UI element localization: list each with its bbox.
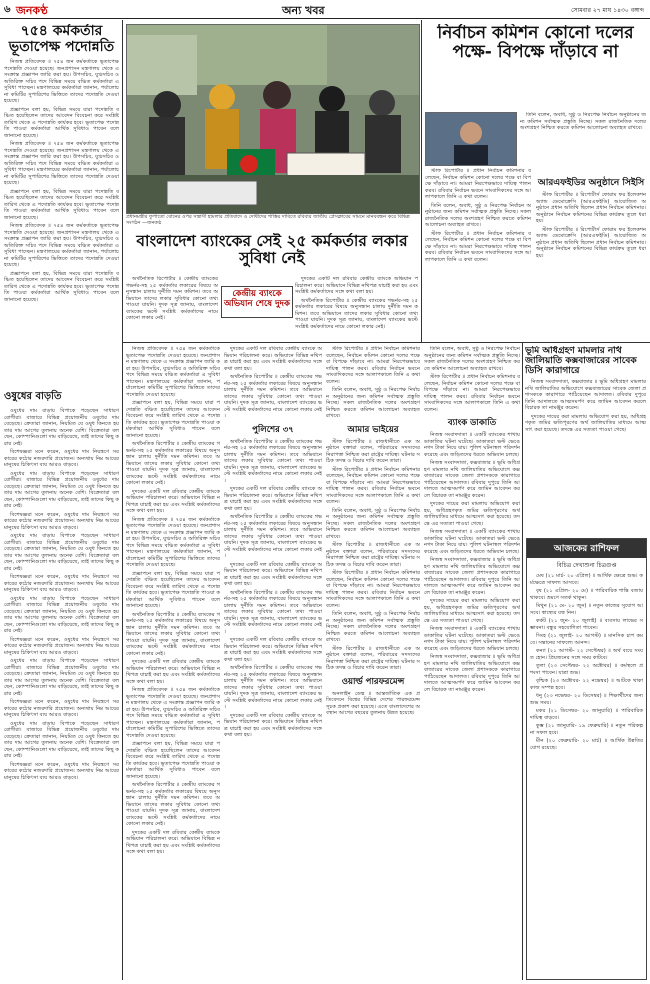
land-paragraph: দুদকের দায়ের করা মামলায় অভিযোগ করা হয়, অধিগ্রহণকৃত জমির ক্ষতিপূরণের অর্থ জালিয়াতির মাধ্যমে আত্মসাৎ করা হয়েছে। তদন্তে এর সত্যতা পাওয়া গেছে। [525,413,646,433]
horoscope-title: আজকের রাশিফল [527,539,646,558]
rfed-headline: আরএফইডির অনুষ্ঠানে সিইসি [537,178,645,188]
ec-paragraph: তিনি বলেন, অবাধ, সুষ্ঠু ও নিরপেক্ষ নির্বাচন অনুষ্ঠানের জন্য কমিশন সর্বাত্মক প্রস্তুতি নিচ্ছে। সকল রাজনৈতিক দলের অংশগ্রহণ নিশ্চিত করতে কমিশন আলোচনা অব্যাহত রাখবে। [326,507,420,540]
robbery-headline: ব্যাংক ডাকাতি [447,418,497,428]
ec-paragraph: তিনি বলেন, অবাধ, সুষ্ঠু ও নিরপেক্ষ নির্বাচন অনুষ্ঠানের জন্য কমিশন সর্বাত্মক প্রস্তুতি নিচ্ছে। সকল রাজনৈতিক দলের অংশগ্রহণ নিশ্চিত করতে কমিশন আলোচনা অব্যাহত রাখবে। [424,346,520,372]
bank-paragraph: অর্থনৈতিক রিপোর্টার ॥ কেন্দ্রীয় ব্যাংকের গভর্নর-সহ ২৫ কর্মকর্তার লকারের বিষয়ে অনুসন্ধান চালায় দুর্নীতি দমন কমিশন। তবে অভিযানে তাদের লকার সুবিধার কোনো তথ্য পাওয়া যায়নি। দুদক সূত্র জানায়, বাংলাদেশ ব্যাংকের ভল্টে সংশ্লিষ্ট কর্মকর্তাদের নামে কোনো লকার নেই। [126,611,220,657]
officials-paragraph: প্রজ্ঞাপনে বলা হয়, বিভিন্ন সময়ে যারা পদোন্নতি বঞ্চিত হয়েছিলেন তাদের আবেদন বিবেচনা করে সংশ্লিষ্ট তারিখ থেকে এ পদোন্নতি কার্যকর হবে। ভূতাপেক্ষ পদোন্নতি পাওয়া কর্মকর্তারা আর্থিক সুবিধাও পাবেন বলে জানানো হয়েছে। [4,106,119,139]
bank-box-label: কেন্দ্রীয় ব্যাংকে অভিযান শেষে দুদক [224,289,290,309]
medicine-paragraph: বিশেষজ্ঞরা মনে করেন, ওষুধের দাম নিয়ন্ত্রণে সরকারের কঠোর নজরদারি প্রয়োজন। অন্যথায় নিম্ন আয়ের মানুষের চিকিৎসা ব্যয় আরও বাড়বে। [4,636,119,656]
horoscope-subtitle: বিচিত্র দেখাশুনা চিত্রগুপ্ত [556,562,617,569]
bank-box [221,286,293,318]
land-story [525,346,646,534]
bank-paragraph: অর্থনৈতিক রিপোর্টার ॥ কেন্দ্রীয় ব্যাংকের গভর্নর-সহ ২৫ কর্মকর্তার লকারের বিষয়ে অনুসন্ধান চালায় দুর্নীতি দমন কমিশন। তবে অভিযানে তাদের লকার সুবিধার কোনো তথ্য পাওয়া যায়নি। দুদক সূত্র জানায়, বাংলাদেশ ব্যাংকের ভল্টে সংশ্লিষ্ট কর্মকর্তাদের নামে কোনো লকার নেই। [224,374,322,419]
officials-paragraph: প্রজ্ঞাপনে বলা হয়, বিভিন্ন সময়ে যারা পদোন্নতি বঞ্চিত হয়েছিলেন তাদের আবেদন বিবেচনা করে সংশ্লিষ্ট তারিখ থেকে এ পদোন্নতি কার্যকর হবে। ভূতাপেক্ষ পদোন্নতি পাওয়া কর্মকর্তারা আর্থিক সুবিধাও পাবেন বলে জানানো হয়েছে। [4,188,119,221]
lower-column-1 [126,346,220,980]
officials-paragraph: প্রজ্ঞাপনে বলা হয়, বিভিন্ন সময়ে যারা পদোন্নতি বঞ্চিত হয়েছিলেন তাদের আবেদন বিবেচনা করে সংশ্লিষ্ট তারিখ থেকে এ পদোন্নতি কার্যকর হবে। ভূতাপেক্ষ পদোন্নতি পাওয়া কর্মকর্তারা আর্থিক সুবিধাও পাবেন বলে জানানো হয়েছে। [126,741,220,780]
bank-headline-block [126,233,418,273]
medicine-paragraph: ওষুধের দাম বাড়ায় বিপাকে পড়েছেন সাধারণ রোগীরা। বাজারে বিভিন্ন প্রয়োজনীয় ওষুধের দাম বেড়েছে। ক্রেতারা জানান, নিয়মিত যে ওষুধ কিনতে হয় তার দাম আগের তুলনায় অনেক বেশি। বিক্রেতারা বলছেন, কোম্পানিগুলো দাম বাড়িয়েছে, তাই তাদের কিছু করার নেই। [4,408,119,447]
bank-paragraph: অর্থনৈতিক রিপোর্টার ॥ কেন্দ্রীয় ব্যাংকের গভর্নর-সহ ২৫ কর্মকর্তার লকারের বিষয়ে অনুসন্ধান চালায় দুর্নীতি দমন কমিশন। তবে অভিযানে তাদের লকার সুবিধার কোনো তথ্য পাওয়া যায়নি। দুদক সূত্র জানায়, বাংলাদেশ ব্যাংকের ভল্টে সংশ্লিষ্ট কর্মকর্তাদের নামে কোনো লকার নেই। [224,665,322,710]
robbery-paragraph: নিজস্ব সংবাদদাতা ॥ একটি ব্যাংকের শাখায় ডাকাতির ঘটনা ঘটেছে। ডাকাতরা ভল্ট ভেঙে নগদ টাকা নিয়ে যায়। পুলিশ ঘটনাস্থল পরিদর্শন করেছে এবং জড়িতদের ধরতে অভিযান চলছে। [424,626,520,652]
bank-paragraph: অর্থনৈতিক রিপোর্টার ॥ কেন্দ্রীয় ব্যাংকের গভর্নর-সহ ২৫ কর্মকর্তার লকারের বিষয়ে অনুসন্ধান চালায় দুর্নীতি দমন কমিশন। তবে অভিযানে তাদের লকার সুবিধার কোনো তথ্য পাওয়া যায়নি। দুদক সূত্র জানায়, বাংলাদেশ ব্যাংকের ভল্টে সংশ্লিষ্ট কর্মকর্তাদের নামে কোনো লকার নেই। [224,514,322,559]
mother-paragraph: স্টাফ রিপোর্টার ॥ রাজধানীতে এক অনুষ্ঠানে বক্তারা বলেন, পরিবারের সদস্যদের নিরাপত্তা নিশ্চিত করা রাষ্ট্রের দায়িত্ব। ঘটনার সঠিক তদন্ত ও বিচার দাবি করেন তারা। [326,438,420,464]
officials-paragraph: প্রজ্ঞাপনে বলা হয়, বিভিন্ন সময়ে যারা পদোন্নতি বঞ্চিত হয়েছিলেন তাদের আবেদন বিবেচনা করে সংশ্লিষ্ট তারিখ থেকে এ পদোন্নতি কার্যকর হবে। ভূতাপেক্ষ পদোন্নতি পাওয়া কর্মকর্তারা আর্থিক সুবিধাও পাবেন বলে জানানো হয়েছে। [126,400,220,439]
horoscope-item: সিংহ (২১ জুলাই- ২০ আগস্ট) ॥ মানসিক চাপ কমবে। সন্তানের সাফল্যে আনন্দ। [530,633,643,646]
officials-paragraph: নিজস্ব প্রতিবেদক ॥ ৭৫৪ জন কর্মকর্তাকে ভূতাপেক্ষ পদোন্নতি দেওয়া হয়েছে। জনপ্রশাসন মন্ত্রণালয় থেকে এ সংক্রান্ত প্রজ্ঞাপন জারি করা হয়। উপসচিব, যুগ্মসচিব ও অতিরিক্ত সচিব পদে বিভিন্ন সময়ে বঞ্চিত কর্মকর্তারা এ সুবিধা পাচ্ছেন। মন্ত্রণালয়ের কর্মকর্তারা জানান, পর্যালোচনা কমিটির সুপারিশের ভিত্তিতে তাদের পদোন্নতি দেওয়া হয়েছে। [4,223,119,269]
bank-paragraph: অর্থনৈতিক রিপোর্টার ॥ কেন্দ্রীয় ব্যাংকের গভর্নর-সহ ২৫ কর্মকর্তার লকারের বিষয়ে অনুসন্ধান চালায় দুর্নীতি দমন কমিশন। তবে অভিযানে তাদের লকার সুবিধার কোনো তথ্য পাওয়া যায়নি। দুদক সূত্র জানায়, বাংলাদেশ ব্যাংকের ভল্টে সংশ্লিষ্ট কর্মকর্তাদের নামে কোনো লকার নেই। [224,438,322,484]
bank-paragraph: অর্থনৈতিক রিপোর্টার ॥ কেন্দ্রীয় ব্যাংকের গভর্নর-সহ ২৫ কর্মকর্তার লকারের বিষয়ে অনুসন্ধান চালায় দুর্নীতি দমন কমিশন। তবে অভিযানে তাদের লকার সুবিধার কোনো তথ্য পাওয়া যায়নি। দুদক সূত্র জানায়, বাংলাদেশ ব্যাংকের ভল্টে সংশ্লিষ্ট কর্মকর্তাদের নামে কোনো লকার নেই। [126,782,220,827]
officials-paragraph: প্রজ্ঞাপনে বলা হয়, বিভিন্ন সময়ে যারা পদোন্নতি বঞ্চিত হয়েছিলেন তাদের আবেদন বিবেচনা করে সংশ্লিষ্ট তারিখ থেকে এ পদোন্নতি কার্যকর হবে। ভূতাপেক্ষ পদোন্নতি পাওয়া কর্মকর্তারা আর্থিক সুবিধাও পাবেন বলে জানানো হয়েছে। [126,570,220,609]
horoscope-item: বৃশ্চিক (২৩ অক্টোবর- ২২ নভেম্বর) ॥ আটকে থাকা কাজ সম্পন্ন হবে। [530,678,643,691]
mother-headline: আমার ভাইয়ের [347,424,399,435]
ec-body-right [520,112,646,168]
land-paragraph: দুদকের দায়ের করা মামলায় অভিযোগ করা হয়, অধিগ্রহণকৃত জমির ক্ষতিপূরণের অর্থ জালিয়াতির মাধ্যমে আত্মসাৎ করা হয়েছে। তদন্তে এর সত্যতা পাওয়া গেছে। [424,501,520,527]
cec-photo-graphic [426,113,516,165]
horoscope-item: কর্কট (২১ জুন- ২০ জুলাই) ॥ ব্যবসায় লাভের সম্ভাবনা। বন্ধুর সহযোগিতা পাবেন। [530,618,643,631]
bank-paragraph: অর্থনৈতিক রিপোর্টার ॥ কেন্দ্রীয় ব্যাংকের গভর্নর-সহ ২৫ কর্মকর্তার লকারের বিষয়ে অনুসন্ধান চালায় দুর্নীতি দমন কমিশন। তবে অভিযানে তাদের লকার সুবিধার কোনো তথ্য পাওয়া যায়নি। দুদক সূত্র জানায়, বাংলাদেশ ব্যাংকের ভল্টে সংশ্লিষ্ট কর্মকর্তাদের নামে কোনো লকার নেই। [295,297,418,330]
ec-paragraph: স্টাফ রিপোর্টার ॥ প্রধান নির্বাচন কমিশনার বলেছেন, নির্বাচন কমিশন কোনো দলের পক্ষে বা বিপক্ষে দাঁড়াবে না। আমরা নিরপেক্ষভাবে দায়িত্ব পালন করব। রবিবার নির্বাচন ভবনে সাংবাদিকদের সঙ্গে আলাপকালে তিনি এ কথা বলেন। [424,374,520,413]
rfed-paragraph: স্টাফ রিপোর্টার ॥ রিপোর্টার্স ফোরাম ফর ইলেকশন অ্যান্ড ডেমোক্রেসি (আরএফইডি) আয়োজিত অনুষ্ঠানে প্রধান অতিথি ছিলেন প্রধান নির্বাচন কমিশনার। অনুষ্ঠানে নির্বাচন কমিশনের বিভিন্ন কার্যক্রম তুলে ধরা হয়। [536,192,646,224]
ec-paragraph: তিনি বলেন, অবাধ, সুষ্ঠু ও নিরপেক্ষ নির্বাচন অনুষ্ঠানের জন্য কমিশন সর্বাত্মক প্রস্তুতি নিচ্ছে। সকল রাজনৈতিক দলের অংশগ্রহণ নিশ্চিত করতে কমিশন আলোচনা অব্যাহত রাখবে। [326,387,420,419]
medicine-paragraph: বিশেষজ্ঞরা মনে করেন, ওষুধের দাম নিয়ন্ত্রণে সরকারের কঠোর নজরদারি প্রয়োজন। অন্যথায় নিম্ন আয়ের মানুষের চিকিৎসা ব্যয় আরও বাড়বে। [4,511,119,531]
ec-body-left [425,168,531,340]
officials-headline: ৭৫৪ কর্মকর্তার ভূতাপেক্ষ পদোন্নতি [8,24,115,55]
land-paragraph: নিজস্ব সংবাদদাতা, কক্সবাজার ॥ ভূমি অধিগ্রহণ মামলার নথি জালিয়াতির অভিযোগে কক্সবাজারের সাবেক জেলা প্রশাসককে কারাগারে পাঠিয়েছেন আদালত। রবিবার দুপুরে তিনি আদালতে আত্মসমর্পণ করে জামিন আবেদন করলে বিচারক তা নামঞ্জুর করেন। [424,654,520,693]
horoscope-box [526,538,647,980]
officials-paragraph: নিজস্ব প্রতিবেদক ॥ ৭৫৪ জন কর্মকর্তাকে ভূতাপেক্ষ পদোন্নতি দেওয়া হয়েছে। জনপ্রশাসন মন্ত্রণালয় থেকে এ সংক্রান্ত প্রজ্ঞাপন জারি করা হয়। উপসচিব, যুগ্মসচিব ও অতিরিক্ত সচিব পদে বিভিন্ন সময়ে বঞ্চিত কর্মকর্তারা এ সুবিধা পাচ্ছেন। মন্ত্রণালয়ের কর্মকর্তারা জানান, পর্যালোচনা কমিটির সুপারিশের ভিত্তিতে তাদের পদোন্নতি দেওয়া হয়েছে। [4,141,119,187]
page-number: ৬ [4,4,11,15]
land-paragraph: দুদকের দায়ের করা মামলায় অভিযোগ করা হয়, অধিগ্রহণকৃত জমির ক্ষতিপূরণের অর্থ জালিয়াতির মাধ্যমে আত্মসাৎ করা হয়েছে। তদন্তে এর সত্যতা পাওয়া গেছে। [424,598,520,624]
ec-paragraph: স্টাফ রিপোর্টার ॥ প্রধান নির্বাচন কমিশনার বলেছেন, নির্বাচন কমিশন কোনো দলের পক্ষে বা বিপক্ষে দাঁড়াবে না। আমরা নিরপেক্ষভাবে দায়িত্ব পালন করব। রবিবার নির্বাচন ভবনে সাংবাদিকদের সঙ্গে আলাপকালে তিনি এ কথা বলেন। [326,346,420,385]
land-paragraph: নিজস্ব সংবাদদাতা, কক্সবাজার ॥ ভূমি অধিগ্রহণ মামলার নথি জালিয়াতির অভিযোগে কক্সবাজারের সাবেক জেলা প্রশাসককে কারাগারে পাঠিয়েছেন আদালত। রবিবার দুপুরে তিনি আদালতে আত্মসমর্পণ করে জামিন আবেদন করলে বিচারক তা নামঞ্জুর করেন। [525,379,646,412]
ec-paragraph: স্টাফ রিপোর্টার ॥ প্রধান নির্বাচন কমিশনার বলেছেন, নির্বাচন কমিশন কোনো দলের পক্ষে বা বিপক্ষে দাঁড়াবে না। আমরা নিরপেক্ষভাবে দায়িত্ব পালন করব। রবিবার নির্বাচন ভবনে সাংবাদিকদের সঙ্গে আলাপকালে তিনি এ কথা বলেন। [326,570,420,609]
horoscope-item: তুলা (২৩ সেপ্টেম্বর- ২২ অক্টোবর) ॥ কর্মস্থলে প্রশংসা পাবেন। যাত্রা শুভ। [530,663,643,676]
mother-paragraph: স্টাফ রিপোর্টার ॥ রাজধানীতে এক অনুষ্ঠানে বক্তারা বলেন, পরিবারের সদস্যদের নিরাপত্তা নিশ্চিত করা রাষ্ট্রের দায়িত্ব। ঘটনার সঠিক তদন্ত ও বিচার দাবি করেন তারা। [326,542,420,568]
bank-paragraph: দুদকের একটি দল রবিবার কেন্দ্রীয় ব্যাংকে অভিযান পরিচালনা করে। অভিযানে বিভিন্ন নথিপত্র যাচাই করা হয় এবং সংশ্লিষ্ট কর্মকর্তাদের সঙ্গে কথা বলা হয়। [224,712,322,738]
bank-paragraph: দুদকের একটি দল রবিবার কেন্দ্রীয় ব্যাংকে অভিযান পরিচালনা করে। অভিযানে বিভিন্ন নথিপত্র যাচাই করা হয় এবং সংশ্লিষ্ট কর্মকর্তাদের সঙ্গে কথা বলা হয়। [224,561,322,587]
medicine-paragraph: ওষুধের দাম বাড়ায় বিপাকে পড়েছেন সাধারণ রোগীরা। বাজারে বিভিন্ন প্রয়োজনীয় ওষুধের দাম বেড়েছে। ক্রেতারা জানান, নিয়মিত যে ওষুধ কিনতে হয় তার দাম আগের তুলনায় অনেক বেশি। বিক্রেতারা বলছেন, কোম্পানিগুলো দাম বাড়িয়েছে, তাই তাদের কিছু করার নেই। [4,658,119,697]
issue-date: সোমবার ২৭ মাঘ ১৪৩০ বঙ্গাব্দ [571,7,644,14]
officials-paragraph: নিজস্ব প্রতিবেদক ॥ ৭৫৪ জন কর্মকর্তাকে ভূতাপেক্ষ পদোন্নতি দেওয়া হয়েছে। জনপ্রশাসন মন্ত্রণালয় থেকে এ সংক্রান্ত প্রজ্ঞাপন জারি করা হয়। উপসচিব, যুগ্মসচিব ও অতিরিক্ত সচিব পদে বিভিন্ন সময়ে বঞ্চিত কর্মকর্তারা এ সুবিধা পাচ্ছেন। মন্ত্রণালয়ের কর্মকর্তারা জানান, পর্যালোচনা কমিটির সুপারিশের ভিত্তিতে তাদের পদোন্নতি দেওয়া হয়েছে। [126,516,220,568]
ec-paragraph: স্টাফ রিপোর্টার ॥ প্রধান নির্বাচন কমিশনার বলেছেন, নির্বাচন কমিশন কোনো দলের পক্ষে বা বিপক্ষে দাঁড়াবে না। আমরা নিরপেক্ষভাবে দায়িত্ব পালন করব। রবিবার নির্বাচন ভবনে সাংবাদিকদের সঙ্গে আলাপকালে তিনি এ কথা বলেন। [425,168,531,200]
bank-paragraph: দুদকের একটি দল রবিবার কেন্দ্রীয় ব্যাংকে অভিযান পরিচালনা করে। অভিযানে বিভিন্ন নথিপত্র যাচাই করা হয় এবং সংশ্লিষ্ট কর্মকর্তাদের সঙ্গে কথা বলা হয়। [126,488,220,514]
ec-paragraph: স্টাফ রিপোর্টার ॥ প্রধান নির্বাচন কমিশনার বলেছেন, নির্বাচন কমিশন কোনো দলের পক্ষে বা বিপক্ষে দাঁড়াবে না। আমরা নিরপেক্ষভাবে দায়িত্ব পালন করব। রবিবার নির্বাচন ভবনে সাংবাদিকদের সঙ্গে আলাপকালে তিনি এ কথা বলেন। [326,466,420,505]
medicine-paragraph: ওষুধের দাম বাড়ায় বিপাকে পড়েছেন সাধারণ রোগীরা। বাজারে বিভিন্ন প্রয়োজনীয় ওষুধের দাম বেড়েছে। ক্রেতারা জানান, নিয়মিত যে ওষুধ কিনতে হয় তার দাম আগের তুলনায় অনেক বেশি। বিক্রেতারা বলছেন, কোম্পানিগুলো দাম বাড়িয়েছে, তাই তাদের কিছু করার নেই। [4,595,119,634]
ec-paragraph: স্টাফ রিপোর্টার ॥ প্রধান নির্বাচন কমিশনার বলেছেন, নির্বাচন কমিশন কোনো দলের পক্ষে বা বিপক্ষে দাঁড়াবে না। আমরা নিরপেক্ষভাবে দায়িত্ব পালন করব। রবিবার নির্বাচন ভবনে সাংবাদিকদের সঙ্গে আলাপকালে তিনি এ কথা বলেন। [425,230,531,263]
bank-paragraph: দুদকের একটি দল রবিবার কেন্দ্রীয় ব্যাংকে অভিযান পরিচালনা করে। অভিযানে বিভিন্ন নথিপত্র যাচাই করা হয় এবং সংশ্লিষ্ট কর্মকর্তাদের সঙ্গে কথা বলা হয়। [295,276,418,295]
land-headline: ভূমি অধিগ্রহণ মামলার নথি জালিয়াতি কক্সবাজারের সাবেক ডিসি কারাগারে [525,346,637,377]
ec-headline: নির্বাচন কমিশন কোনো দলের পক্ষে- বিপক্ষে দাঁড়াবে না [437,24,634,63]
land-paragraph: নিজস্ব সংবাদদাতা, কক্সবাজার ॥ ভূমি অধিগ্রহণ মামলার নথি জালিয়াতির অভিযোগে কক্সবাজারের সাবেক জেলা প্রশাসককে কারাগারে পাঠিয়েছেন আদালত। রবিবার দুপুরে তিনি আদালতে আত্মসমর্পণ করে জামিন আবেদন করলে বিচারক তা নামঞ্জুর করেন। [424,460,520,499]
bank-paragraph: অর্থনৈতিক রিপোর্টার ॥ কেন্দ্রীয় ব্যাংকের গভর্নর-সহ ২৫ কর্মকর্তার লকারের বিষয়ে অনুসন্ধান চালায় দুর্নীতি দমন কমিশন। তবে অভিযানে তাদের লকার সুবিধার কোনো তথ্য পাওয়া যায়নি। দুদক সূত্র জানায়, বাংলাদেশ ব্যাংকের ভল্টে সংশ্লিষ্ট কর্মকর্তাদের নামে কোনো লকার নেই। [126,441,220,486]
bank-paragraph: দুদকের একটি দল রবিবার কেন্দ্রীয় ব্যাংকে অভিযান পরিচালনা করে। অভিযানে বিভিন্ন নথিপত্র যাচাই করা হয় এবং সংশ্লিষ্ট কর্মকর্তাদের সঙ্গে কথা বলা হয়। [224,637,322,663]
officials-paragraph: নিজস্ব প্রতিবেদক ॥ ৭৫৪ জন কর্মকর্তাকে ভূতাপেক্ষ পদোন্নতি দেওয়া হয়েছে। জনপ্রশাসন মন্ত্রণালয় থেকে এ সংক্রান্ত প্রজ্ঞাপন জারি করা হয়। উপসচিব, যুগ্মসচিব ও অতিরিক্ত সচিব পদে বিভিন্ন সময়ে বঞ্চিত কর্মকর্তারা এ সুবিধা পাচ্ছেন। মন্ত্রণালয়ের কর্মকর্তারা জানান, পর্যালোচনা কমিটির সুপারিশের ভিত্তিতে তাদের পদোন্নতি দেওয়া হয়েছে। [4,59,119,105]
ec-paragraph: তিনি বলেন, অবাধ, সুষ্ঠু ও নিরপেক্ষ নির্বাচন অনুষ্ঠানের জন্য কমিশন সর্বাত্মক প্রস্তুতি নিচ্ছে। সকল রাজনৈতিক দলের অংশগ্রহণ নিশ্চিত করতে কমিশন আলোচনা অব্যাহত রাখবে। [520,112,646,131]
mother-paragraph: স্টাফ রিপোর্টার ॥ রাজধানীতে এক অনুষ্ঠানে বক্তারা বলেন, পরিবারের সদস্যদের নিরাপত্তা নিশ্চিত করা রাষ্ট্রের দায়িত্ব। ঘটনার সঠিক তদন্ত ও বিচার দাবি করেন তারা। [326,645,420,671]
photo-caption: প্রধানমন্ত্রীর ফুপাতো বোনের ওপর সন্ত্রাসী হামলার প্রতিবাদে ও দোষীদের শাস্তির দাবিতে রবিবার জাতীয় প্রেসক্লাবের সামনে মানববন্ধন করে বিভিন্ন সংগঠন —জনকণ্ঠ [126,214,410,226]
medicine-story [4,386,119,980]
ec-headline-block [425,24,646,106]
medicine-headline: ওষুধের বাড়তি [4,391,62,402]
bank-paragraph: অর্থনৈতিক রিপোর্টার ॥ কেন্দ্রীয় ব্যাংকের গভর্নর-সহ ২৫ কর্মকর্তার লকারের বিষয়ে অনুসন্ধান চালায় দুর্নীতি দমন কমিশন। তবে অভিযানে তাদের লকার সুবিধার কোনো তথ্য পাওয়া যায়নি। দুদক সূত্র জানায়, বাংলাদেশ ব্যাংকের ভল্টে সংশ্লিষ্ট কর্মকর্তাদের নামে কোনো লকার নেই। [224,589,322,635]
bank-paragraph: দুদকের একটি দল রবিবার কেন্দ্রীয় ব্যাংকে অভিযান পরিচালনা করে। অভিযানে বিভিন্ন নথিপত্র যাচাই করা হয় এবং সংশ্লিষ্ট কর্মকর্তাদের সঙ্গে কথা বলা হয়। [224,486,322,512]
bank-paragraph: অর্থনৈতিক রিপোর্টার ॥ কেন্দ্রীয় ব্যাংকের গভর্নর-সহ ২৫ কর্মকর্তার লকারের বিষয়ে অনুসন্ধান চালায় দুর্নীতি দমন কমিশন। তবে অভিযানে তাদের লকার সুবিধার কোনো তথ্য পাওয়া যায়নি। দুদক সূত্র জানায়, বাংলাদেশ ব্যাংকের ভল্টে সংশ্লিষ্ট কর্মকর্তাদের নামে কোনো লকার নেই। [126,276,218,321]
officials-paragraph: প্রজ্ঞাপনে বলা হয়, বিভিন্ন সময়ে যারা পদোন্নতি বঞ্চিত হয়েছিলেন তাদের আবেদন বিবেচনা করে সংশ্লিষ্ট তারিখ থেকে এ পদোন্নতি কার্যকর হবে। ভূতাপেক্ষ পদোন্নতি পাওয়া কর্মকর্তারা আর্থিক সুবিধাও পাবেন বলে জানানো হয়েছে। [4,270,119,303]
horoscope-item: মিথুন (২১ মে- ২০ জুন) ॥ নতুন কাজের সুযোগ আসবে। স্বাস্থ্যের যত্ন নিন। [530,603,643,616]
land-paragraph: নিজস্ব সংবাদদাতা, কক্সবাজার ॥ ভূমি অধিগ্রহণ মামলার নথি জালিয়াতির অভিযোগে কক্সবাজারের সাবেক জেলা প্রশাসককে কারাগারে পাঠিয়েছেন আদালত। রবিবার দুপুরে তিনি আদালতে আত্মসমর্পণ করে জামিন আবেদন করলে বিচারক তা নামঞ্জুর করেন। [424,557,520,596]
horoscope-item: মীন (২০ ফেব্রুয়ারি- ২০ মার্চ) ॥ আর্থিক উন্নতির যোগ রয়েছে। [530,738,643,751]
medicine-paragraph: ওষুধের দাম বাড়ায় বিপাকে পড়েছেন সাধারণ রোগীরা। বাজারে বিভিন্ন প্রয়োজনীয় ওষুধের দাম বেড়েছে। ক্রেতারা জানান, নিয়মিত যে ওষুধ কিনতে হয় তার দাম আগের তুলনায় অনেক বেশি। বিক্রেতারা বলছেন, কোম্পানিগুলো দাম বাড়িয়েছে, তাই তাদের কিছু করার নেই। [4,533,119,572]
protest-photo [126,24,420,214]
horoscope-item: ধনু (২৩ নভেম্বর- ২০ ডিসেম্বর) ॥ শিক্ষার্থীদের জন্য শুভ সময়। [530,693,643,706]
officials-story [4,24,119,380]
page-header [0,0,650,19]
medicine-paragraph: ওষুধের দাম বাড়ায় বিপাকে পড়েছেন সাধারণ রোগীরা। বাজারে বিভিন্ন প্রয়োজনীয় ওষুধের দাম বেড়েছে। ক্রেতারা জানান, নিয়মিত যে ওষুধ কিনতে হয় তার দাম আগের তুলনায় অনেক বেশি। বিক্রেতারা বলছেন, কোম্পানিগুলো দাম বাড়িয়েছে, তাই তাদের কিছু করার নেই। [4,720,119,759]
police-headline: পুলিশের ৩৭ [252,424,294,435]
bank-headline: বাংলাদেশ ব্যাংকের সেই ২৫ কর্মকর্তার লকার সুবিধা নেই [136,233,408,268]
lower-column-4 [424,346,520,980]
lower-column-3 [326,346,420,980]
bank-paragraph: দুদকের একটি দল রবিবার কেন্দ্রীয় ব্যাংকে অভিযান পরিচালনা করে। অভিযানে বিভিন্ন নথিপত্র যাচাই করা হয় এবং সংশ্লিষ্ট কর্মকর্তাদের সঙ্গে কথা বলা হয়। [224,346,322,372]
horoscope-item: মকর (২১ ডিসেম্বর- ২০ জানুয়ারি) ॥ পারিবারিক দায়িত্ব বাড়বে। [530,708,643,721]
ec-paragraph: তিনি বলেন, অবাধ, সুষ্ঠু ও নিরপেক্ষ নির্বাচন অনুষ্ঠানের জন্য কমিশন সর্বাত্মক প্রস্তুতি নিচ্ছে। সকল রাজনৈতিক দলের অংশগ্রহণ নিশ্চিত করতে কমিশন আলোচনা অব্যাহত রাখবে। [425,202,531,228]
horoscope-item: বৃষ (২১ এপ্রিল- ২০ মে) ॥ পারিবারিক শান্তি বজায় থাকবে। ভ্রমণে সতর্ক থাকুন। [530,588,643,601]
medicine-paragraph: বিশেষজ্ঞরা মনে করেন, ওষুধের দাম নিয়ন্ত্রণে সরকারের কঠোর নজরদারি প্রয়োজন। অন্যথায় নিম্ন আয়ের মানুষের চিকিৎসা ব্যয় আরও বাড়বে। [4,699,119,718]
medicine-paragraph: বিশেষজ্ঞরা মনে করেন, ওষুধের দাম নিয়ন্ত্রণে সরকারের কঠোর নজরদারি প্রয়োজন। অন্যথায় নিম্ন আয়ের মানুষের চিকিৎসা ব্যয় আরও বাড়বে। [4,761,119,781]
horoscope-item: মেষ (২১ মার্চ- ২০ এপ্রিল) ॥ আর্থিক ক্ষেত্রে শুভ। কর্মক্ষেত্রে সাফল্য আসবে। [530,573,643,586]
cec-photo [425,112,517,166]
lower-column-2 [224,346,322,980]
horoscope-item: কন্যা (২১ আগস্ট- ২২ সেপ্টেম্বর) ॥ অর্থ ব্যয়ে সংযত হোন। প্রিয়জনের সঙ্গে সময় কাটবে। [530,648,643,661]
ec-paragraph: তিনি বলেন, অবাধ, সুষ্ঠু ও নিরপেক্ষ নির্বাচন অনুষ্ঠানের জন্য কমিশন সর্বাত্মক প্রস্তুতি নিচ্ছে। সকল রাজনৈতিক দলের অংশগ্রহণ নিশ্চিত করতে কমিশন আলোচনা অব্যাহত রাখবে। [326,611,420,643]
newspaper-logo: জনকণ্ঠ [16,4,48,17]
bank-paragraph: দুদকের একটি দল রবিবার কেন্দ্রীয় ব্যাংকে অভিযান পরিচালনা করে। অভিযানে বিভিন্ন নথিপত্র যাচাই করা হয় এবং সংশ্লিষ্ট কর্মকর্তাদের সঙ্গে কথা বলা হয়। [126,659,220,685]
officials-paragraph: নিজস্ব প্রতিবেদক ॥ ৭৫৪ জন কর্মকর্তাকে ভূতাপেক্ষ পদোন্নতি দেওয়া হয়েছে। জনপ্রশাসন মন্ত্রণালয় থেকে এ সংক্রান্ত প্রজ্ঞাপন জারি করা হয়। উপসচিব, যুগ্মসচিব ও অতিরিক্ত সচিব পদে বিভিন্ন সময়ে বঞ্চিত কর্মকর্তারা এ সুবিধা পাচ্ছেন। মন্ত্রণালয়ের কর্মকর্তারা জানান, পর্যালোচনা কমিটির সুপারিশের ভিত্তিতে তাদের পদোন্নতি দেওয়া হয়েছে। [126,687,220,739]
rfed-paragraph: স্টাফ রিপোর্টার ॥ রিপোর্টার্স ফোরাম ফর ইলেকশন অ্যান্ড ডেমোক্রেসি (আরএফইডি) আয়োজিত অনুষ্ঠানে প্রধান অতিথি ছিলেন প্রধান নির্বাচন কমিশনার। অনুষ্ঠানে নির্বাচন কমিশনের বিভিন্ন কার্যক্রম তুলে ধরা হয়। [536,226,646,259]
bank-paragraph: দুদকের একটি দল রবিবার কেন্দ্রীয় ব্যাংকে অভিযান পরিচালনা করে। অভিযানে বিভিন্ন নথিপত্র যাচাই করা হয় এবং সংশ্লিষ্ট কর্মকর্তাদের সঙ্গে কথা বলা হয়। [126,829,220,855]
robbery-paragraph: নিজস্ব সংবাদদাতা ॥ একটি ব্যাংকের শাখায় ডাকাতির ঘটনা ঘটেছে। ডাকাতরা ভল্ট ভেঙে নগদ টাকা নিয়ে যায়। পুলিশ ঘটনাস্থল পরিদর্শন করেছে এবং জড়িতদের ধরতে অভিযান চলছে। [424,432,520,458]
medicine-paragraph: বিশেষজ্ঞরা মনে করেন, ওষুধের দাম নিয়ন্ত্রণে সরকারের কঠোর নজরদারি প্রয়োজন। অন্যথায় নিম্ন আয়ের মানুষের চিকিৎসা ব্যয় আরও বাড়বে। [4,449,119,468]
medicine-paragraph: ওষুধের দাম বাড়ায় বিপাকে পড়েছেন সাধারণ রোগীরা। বাজারে বিভিন্ন প্রয়োজনীয় ওষুধের দাম বেড়েছে। ক্রেতারা জানান, নিয়মিত যে ওষুধ কিনতে হয় তার দাম আগের তুলনায় অনেক বেশি। বিক্রেতারা বলছেন, কোম্পানিগুলো দাম বাড়িয়েছে, তাই তাদের কিছু করার নেই। [4,470,119,509]
medicine-paragraph: বিশেষজ্ঞরা মনে করেন, ওষুধের দাম নিয়ন্ত্রণে সরকারের কঠোর নজরদারি প্রয়োজন। অন্যথায় নিম্ন আয়ের মানুষের চিকিৎসা ব্যয় আরও বাড়বে। [4,574,119,593]
section-title: অন্য খবর [282,4,325,17]
world-paragraph: অনলাইন ডেস্ক ॥ আন্তর্জাতিক এক প্রতিবেদনে বিশ্বের বিভিন্ন দেশের পারফরমেন্স সূচক প্রকাশ করা হয়েছে। এতে বাংলাদেশের অবস্থান আগের বছরের তুলনায় উন্নত হয়েছে। [326,690,420,716]
robbery-paragraph: নিজস্ব সংবাদদাতা ॥ একটি ব্যাংকের শাখায় ডাকাতির ঘটনা ঘটেছে। ডাকাতরা ভল্ট ভেঙে নগদ টাকা নিয়ে যায়। পুলিশ ঘটনাস্থল পরিদর্শন করেছে এবং জড়িতদের ধরতে অভিযান চলছে। [424,529,520,555]
horoscope-item: কুম্ভ (২১ জানুয়ারি- ১৯ ফেব্রুয়ারি) ॥ নতুন পরিকল্পনা সফল হবে। [530,723,643,736]
protest-photo-graphic [127,25,419,213]
bank-body-right [295,276,418,340]
world-headline: ওয়ার্ল্ড পারফরমেন্স [341,676,405,687]
bank-body-left [126,276,218,340]
officials-paragraph: নিজস্ব প্রতিবেদক ॥ ৭৫৪ জন কর্মকর্তাকে ভূতাপেক্ষ পদোন্নতি দেওয়া হয়েছে। জনপ্রশাসন মন্ত্রণালয় থেকে এ সংক্রান্ত প্রজ্ঞাপন জারি করা হয়। উপসচিব, যুগ্মসচিব ও অতিরিক্ত সচিব পদে বিভিন্ন সময়ে বঞ্চিত কর্মকর্তারা এ সুবিধা পাচ্ছেন। মন্ত্রণালয়ের কর্মকর্তারা জানান, পর্যালোচনা কমিটির সুপারিশের ভিত্তিতে তাদের পদোন্নতি দেওয়া হয়েছে। [126,346,220,398]
rfed-story [536,172,646,340]
